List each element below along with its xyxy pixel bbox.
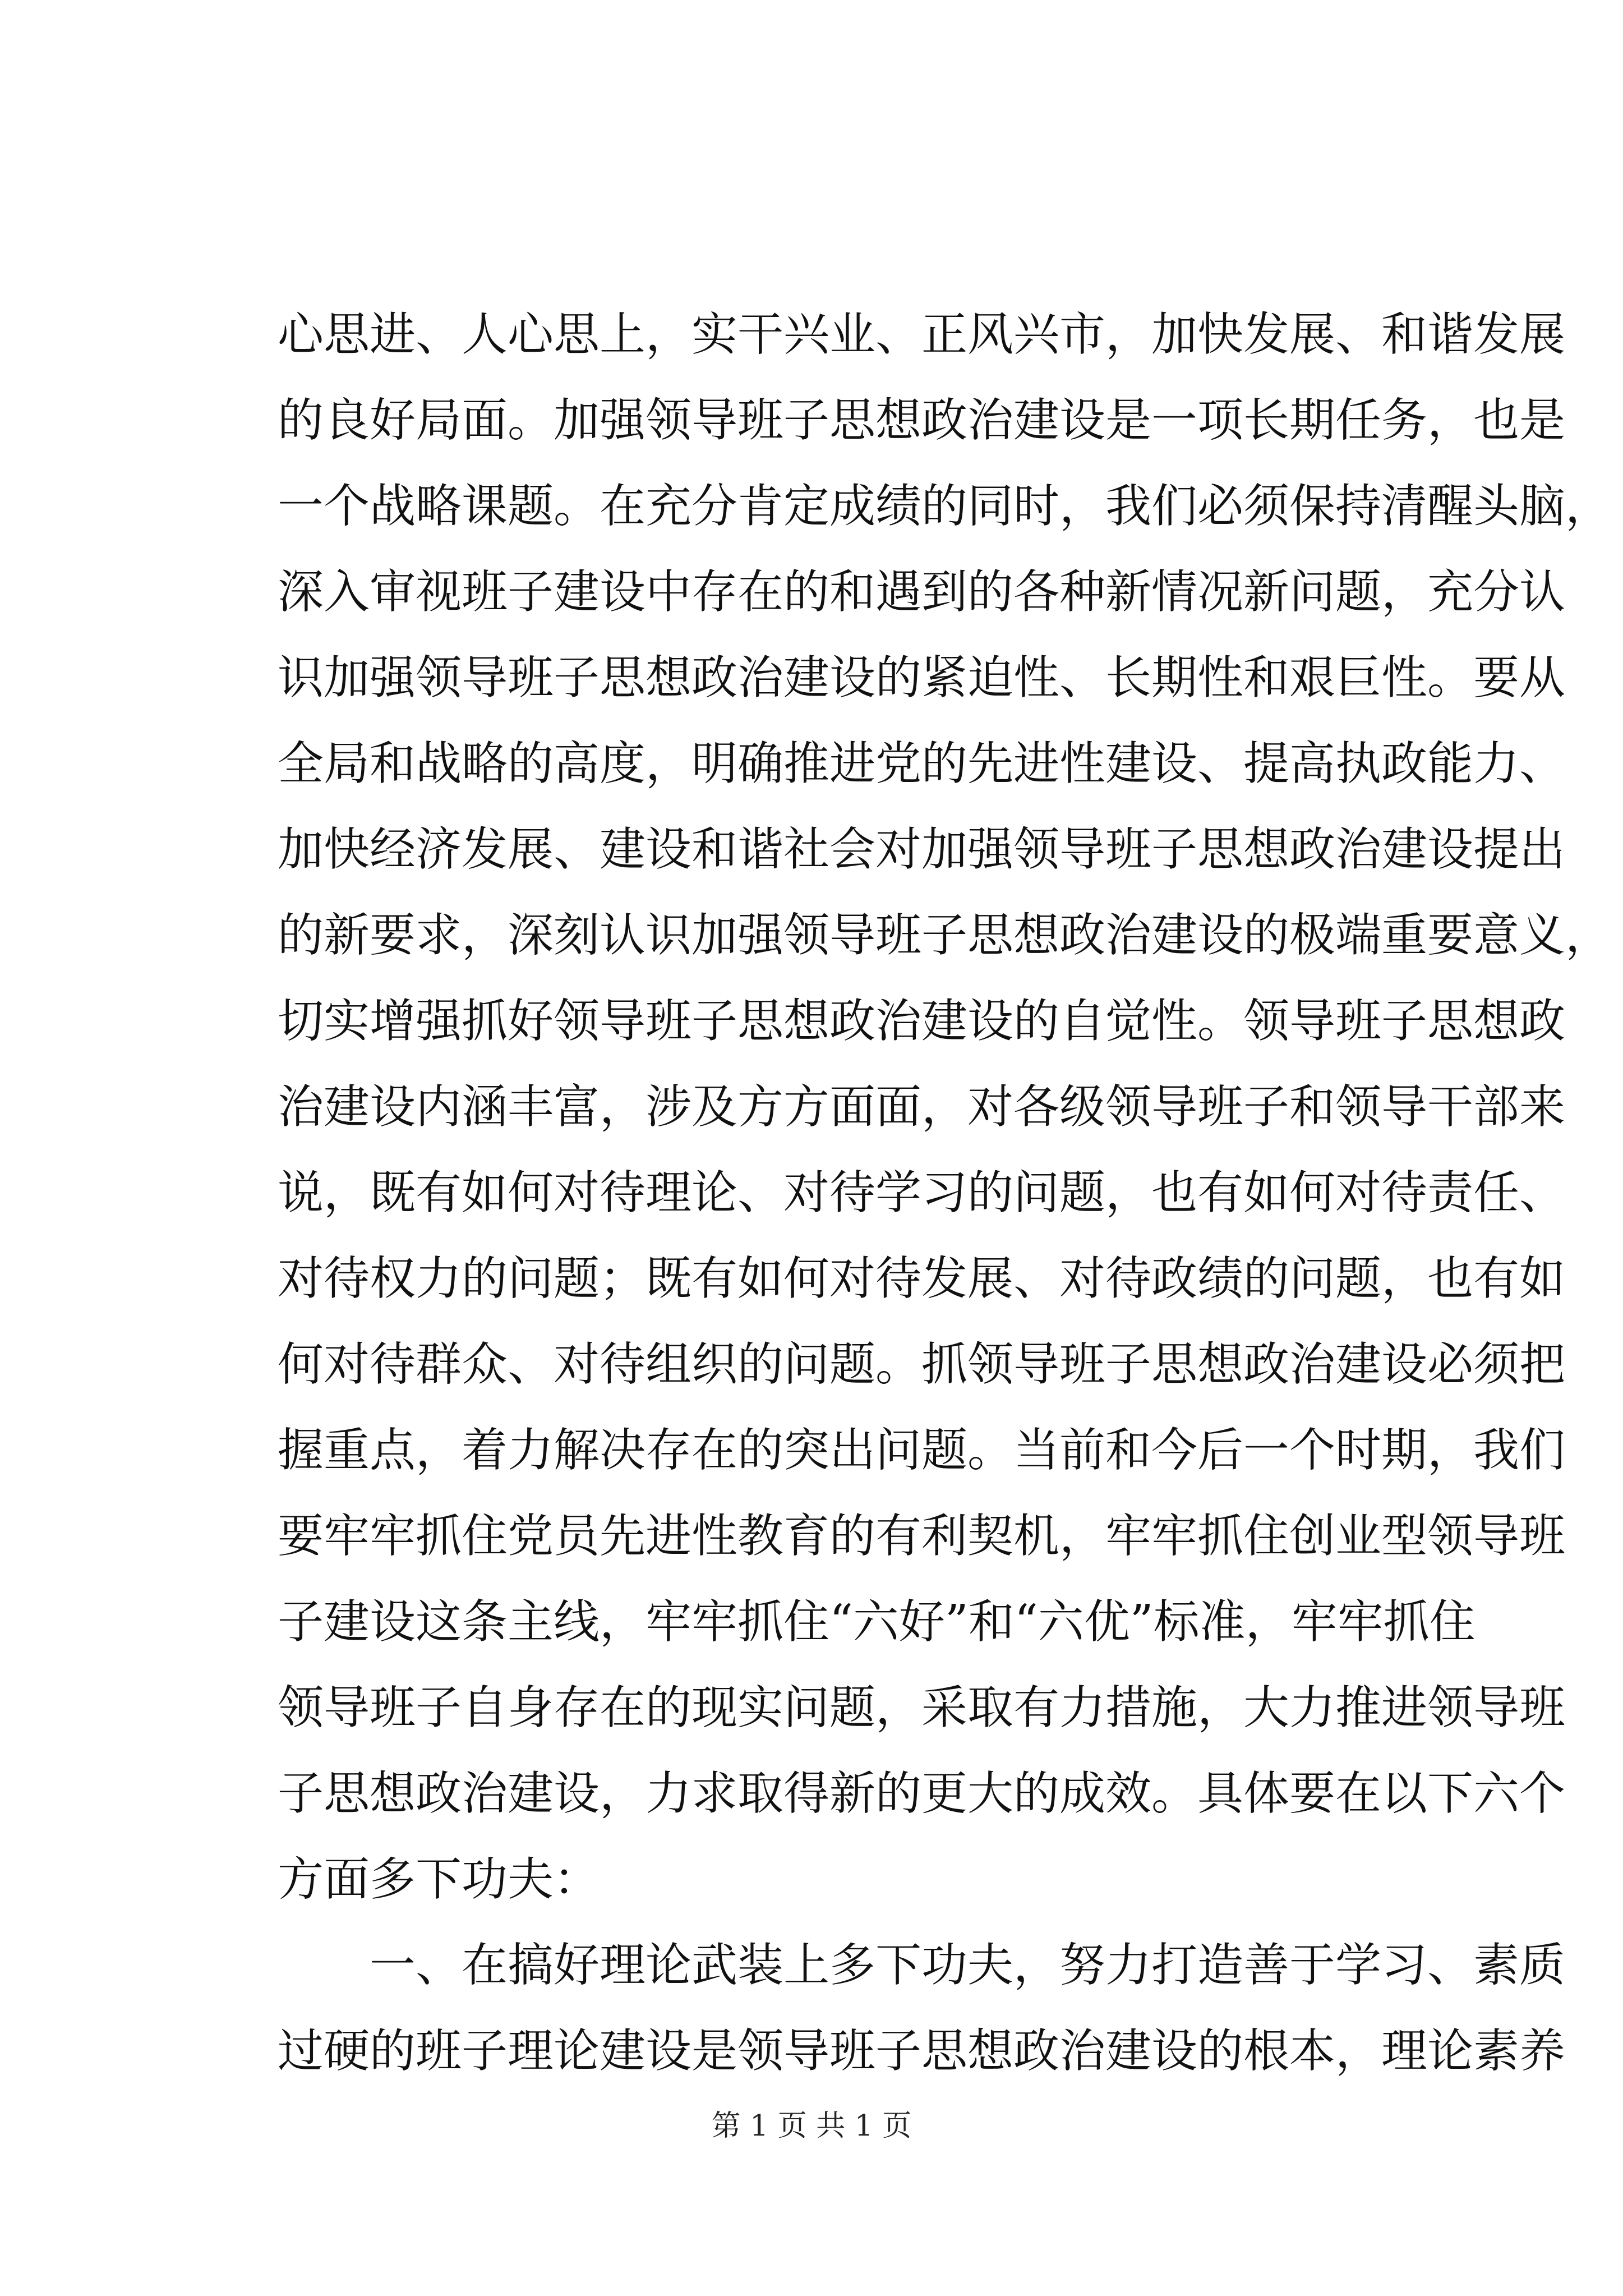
text-line: 领导班子自身存在的现实问题，采取有力措施，大力推进领导班 — [278, 1681, 1566, 1734]
text-line: 何对待群众、对待组织的问题。抓领导班子思想政治建设必须把 — [278, 1338, 1566, 1391]
text-line: 全局和战略的高度，明确推进党的先进性建设、提高执政能力、 — [278, 737, 1566, 790]
text-line: 要牢牢抓住党员先进性教育的有利契机，牢牢抓住创业型领导班 — [278, 1510, 1566, 1563]
text-line: 识加强领导班子思想政治建设的紧迫性、长期性和艰巨性。要从 — [278, 651, 1566, 705]
document-body — [278, 292, 1612, 2094]
text-line: 握重点，着力解决存在的突出问题。当前和今后一个时期，我们 — [278, 1424, 1566, 1477]
text-line: 心思进、人心思上，实干兴业、正风兴市，加快发展、和谐发展 — [278, 308, 1566, 361]
text-line: 说，既有如何对待理论、对待学习的问题，也有如何对待责任、 — [278, 1166, 1566, 1220]
text-line: 子建设这条主线，牢牢抓住“六好”和“六优”标准，牢牢抓住 — [278, 1595, 1476, 1649]
text-line: 加快经济发展、建设和谐社会对加强领导班子思想政治建设提出 — [278, 823, 1566, 876]
text-line: 过硬的班子理论建设是领导班子思想政治建设的根本，理论素养 — [278, 2024, 1566, 2078]
text-line: 一、在搞好理论武装上多下功夫，努力打造善于学习、素质 — [370, 1939, 1566, 1992]
text-line: 切实增强抓好领导班子思想政治建设的自觉性。领导班子思想政 — [278, 995, 1566, 1048]
text-line: 对待权力的问题；既有如何对待发展、对待政绩的问题，也有如 — [278, 1252, 1566, 1305]
text-line: 深入审视班子建设中存在的和遇到的各种新情况新问题，充分认 — [278, 565, 1566, 619]
text-line: 一个战略课题。在充分肯定成绩的同时，我们必须保持清醒头脑， — [278, 480, 1612, 533]
text-line: 的良好局面。加强领导班子思想政治建设是一项长期任务，也是 — [278, 394, 1566, 447]
paragraph-2 — [278, 1922, 1566, 2094]
paragraph-1 — [278, 292, 1612, 1922]
text-line: 治建设内涵丰富，涉及方方面面，对各级领导班子和领导干部来 — [278, 1080, 1566, 1134]
text-line: 的新要求，深刻认识加强领导班子思想政治建设的极端重要意义， — [278, 909, 1612, 962]
page-number-footer: 第 1 页 共 1 页 — [711, 2109, 912, 2143]
text-line: 方面多下功夫： — [278, 1853, 600, 1906]
text-line: 子思想政治建设，力求取得新的更大的成效。具体要在以下六个 — [278, 1767, 1566, 1820]
